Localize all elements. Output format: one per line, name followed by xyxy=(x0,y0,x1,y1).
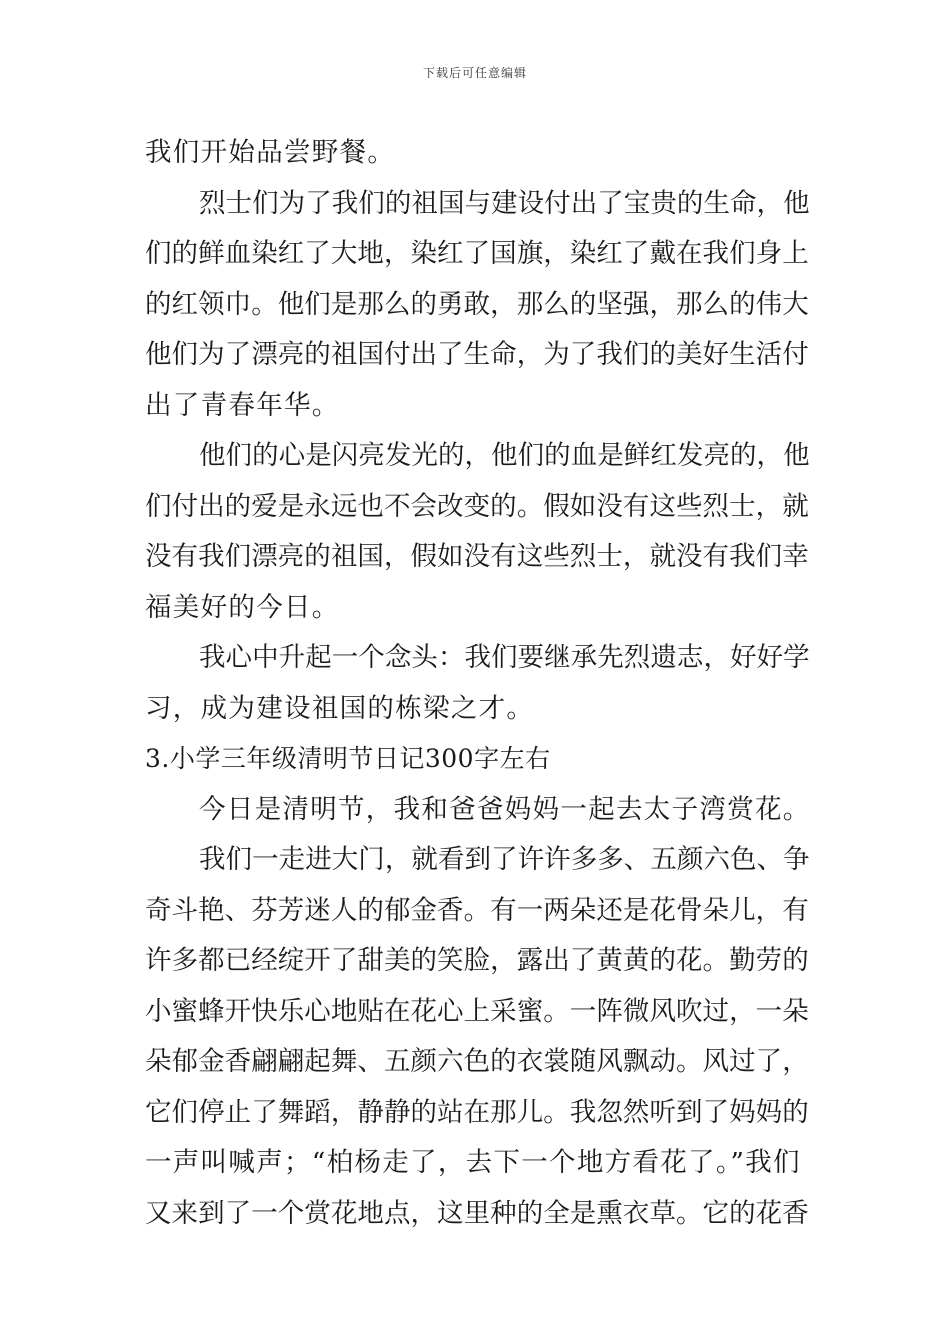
text-line: 许多都已经绽开了甜美的笑脸，露出了黄黄的花。勤劳的 xyxy=(145,945,809,976)
text-line: 的红领巾。他们是那么的勇敢，那么的坚强，那么的伟大 xyxy=(145,288,809,320)
text-line: 们的鲜血染红了大地，染红了国旗，染红了戴在我们身上 xyxy=(145,238,809,269)
text-line: 一声叫喊声；“柏杨走了，去下一个地方看花了。”我们 xyxy=(145,1147,801,1178)
text-line: 又来到了一个赏花地点，这里种的全是熏衣草。它的花香 xyxy=(145,1197,809,1229)
section-heading: 3.小学三年级清明节日记300字左右 xyxy=(145,744,551,773)
text-line: 朵郁金香翩翩起舞、五颜六色的衣裳随风飘动。风过了， xyxy=(145,1046,809,1077)
text-line: 他们为了漂亮的祖国付出了生命，为了我们的美好生活付 xyxy=(145,339,809,370)
text-line: 我们一走进大门，就看到了许许多多、五颜六色、争 xyxy=(199,844,810,875)
text-line: 烈士们为了我们的祖国与建设付出了宝贵的生命，他 xyxy=(199,187,810,219)
text-line: 奇斗艳、芬芳迷人的郁金香。有一两朵还是花骨朵儿，有 xyxy=(145,894,809,926)
text-line: 福美好的今日。 xyxy=(145,591,340,623)
text-line: 们付出的爱是永远也不会改变的。假如没有这些烈士，就 xyxy=(145,490,809,522)
text-line: 没有我们漂亮的祖国，假如没有这些烈士，就没有我们幸 xyxy=(145,541,809,572)
page-header: 下载后可任意编辑 xyxy=(422,66,527,80)
text-line: 今日是清明节，我和爸爸妈妈一起去太子湾赏花。 xyxy=(199,793,811,825)
text-line: 它们停止了舞蹈，静静的站在那儿。我忽然听到了妈妈的 xyxy=(145,1096,809,1128)
text-line: 我心中升起一个念头：我们要继承先烈遗志，好好学 xyxy=(199,642,810,673)
text-line: 我们开始品尝野餐。 xyxy=(145,137,396,168)
text-line: 出了青春年华。 xyxy=(145,389,340,421)
text-line: 小蜜蜂开快乐心地贴在花心上采蜜。一阵微风吹过，一朵 xyxy=(145,995,809,1027)
document-body xyxy=(145,128,813,1239)
text-line: 他们的心是闪亮发光的，他们的血是鲜红发亮的，他 xyxy=(199,440,810,471)
text-line: 习，成为建设祖国的栋梁之才。 xyxy=(145,692,535,724)
